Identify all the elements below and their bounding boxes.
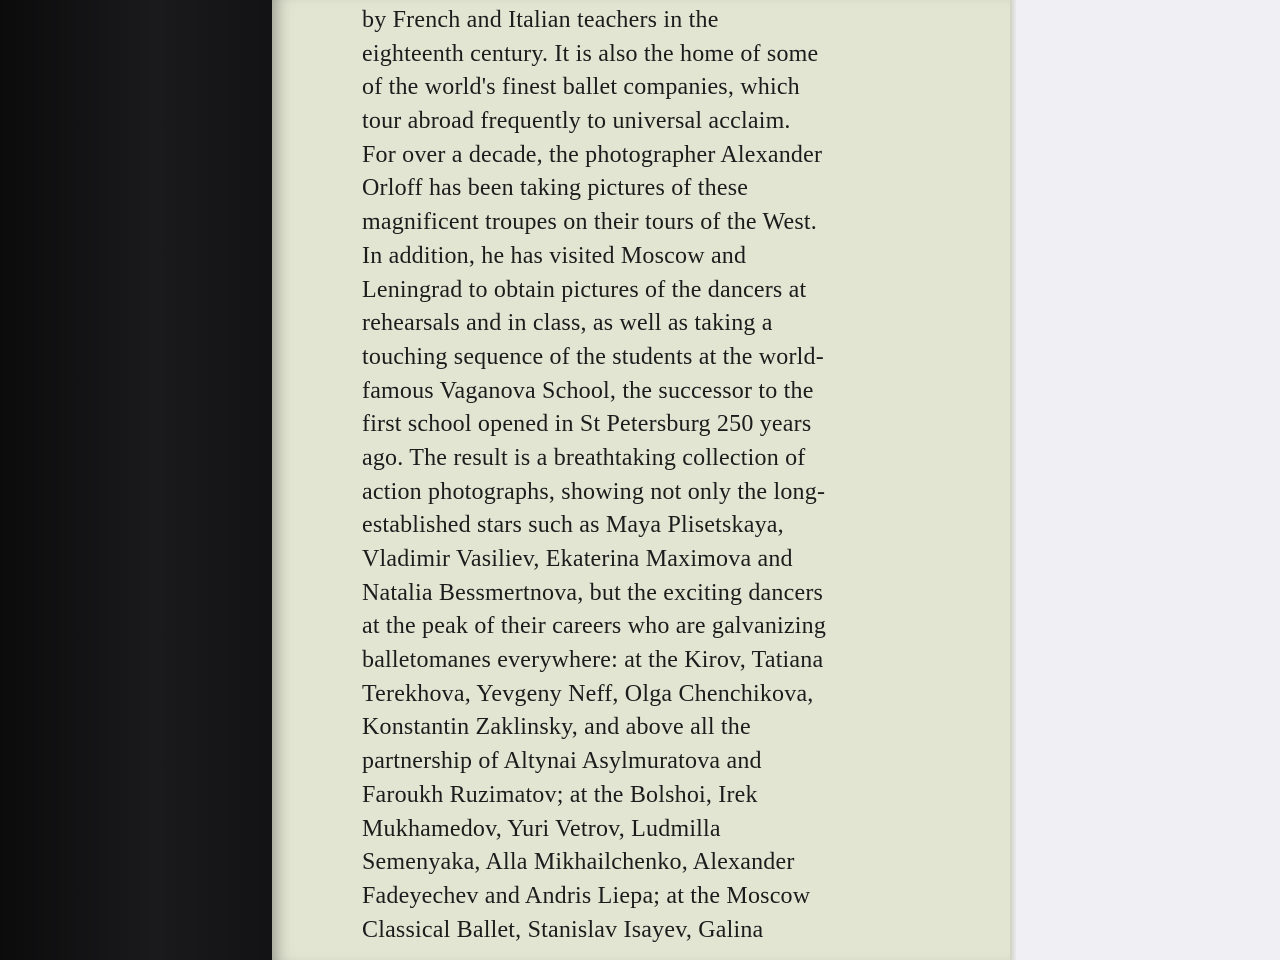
book-cover [0,0,282,960]
blurb-text [362,4,942,947]
blurb-line: Leningrad to obtain pictures of the dancers at [362,276,807,303]
blurb-line: Terekhova, Yevgeny Neff, Olga Chenchikova, [362,680,814,707]
blurb-line: established stars such as Maya Plisetskaya, [362,512,784,539]
blurb-line: Classical Ballet, Stanislav Isayev, Galina [362,916,764,943]
blurb-line: by French and Italian teachers in the [362,7,719,33]
blurb-line: first school opened in St Petersburg 250 years [362,411,812,438]
blurb-line: touching sequence of the students at the world- [362,343,824,370]
blurb-line: action photographs, showing not only the long- [362,478,826,505]
blurb-line: Faroukh Ruzimatov; at the Bolshoi, Irek [362,781,758,808]
blurb-line: Natalia Bessmertnova, but the exciting dancers [362,579,824,606]
blurb-line: of the world's finest ballet companies, which [362,74,800,101]
blurb-line: tour abroad frequently to universal acclaim. [362,108,791,135]
blurb-line: balletomanes everywhere: at the Kirov, Tatiana [362,647,824,674]
blurb-line: rehearsals and in class, as well as taking a [362,310,773,337]
blurb-line: partnership of Altynai Asylmuratova and [362,748,762,775]
blurb-line: magnificent troupes on their tours of the West. [362,209,817,236]
blurb-line: eighteenth century. It is also the home of some [362,40,819,67]
blurb-line: In addition, he has visited Moscow and [362,242,747,269]
blurb-line: ago. The result is a breathtaking collection of [362,444,806,471]
blurb-line: Semenyaka, Alla Mikhailchenko, Alexander [362,849,795,876]
blurb-line: Orloff has been taking pictures of these [362,175,749,202]
blurb-line: famous Vaganova School, the successor to the [362,377,814,404]
blurb-line: Fadeyechev and Andris Liepa; at the Moscow [362,882,811,909]
blurb-line: Mukhamedov, Yuri Vetrov, Ludmilla [362,815,721,842]
blurb-line: For over a decade, the photographer Alexander [362,141,823,168]
blurb-line: Vladimir Vasiliev, Ekaterina Maximova and [362,546,793,572]
page-edge [1010,0,1016,960]
blurb-line: Konstantin Zaklinsky, and above all the [362,714,751,741]
blurb-line: at the peak of their careers who are galvanizing [362,613,827,640]
